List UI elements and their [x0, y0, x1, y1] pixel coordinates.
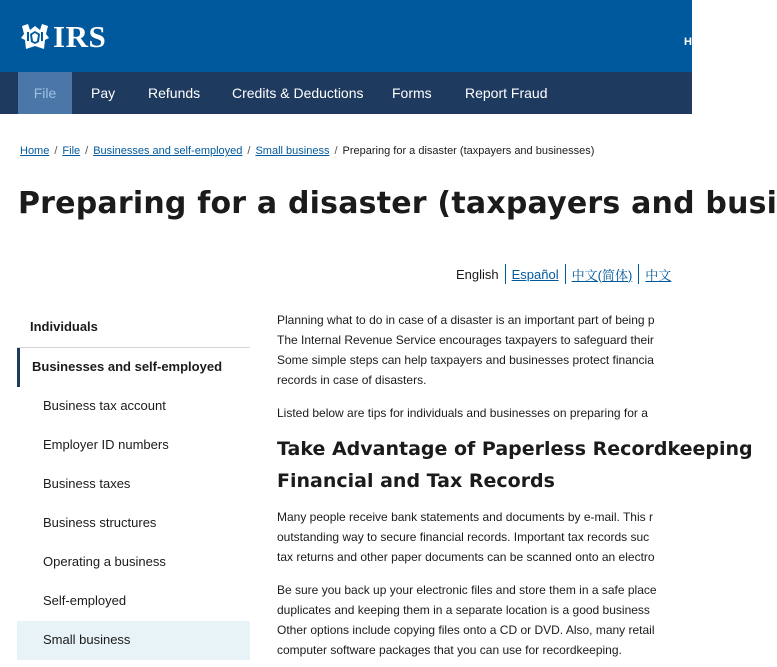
breadcrumb-current: Preparing for a disaster (taxpayers and businesses): [342, 145, 595, 157]
text-line: tax returns and other paper documents can be scanned onto an electro: [277, 550, 655, 564]
text-line: The Internal Revenue Service encourages taxpayers to safeguard their: [277, 333, 654, 347]
tips-intro-paragraph: [277, 403, 648, 423]
language-link-chinese-traditional[interactable]: 中文: [645, 267, 672, 283]
text-line: Listed below are tips for individuals and businesses on preparing for a: [277, 406, 648, 420]
sidebar-item-label: Business tax account: [43, 398, 166, 413]
breadcrumb: [20, 145, 594, 157]
breadcrumb-separator: /: [54, 145, 58, 157]
sidebar-item-label: Small business: [43, 632, 131, 647]
sidebar-item-label: Operating a business: [43, 554, 166, 569]
page-title: Preparing for a disaster (taxpayers and busi: [18, 186, 777, 221]
eagle-logo-icon: [18, 22, 52, 52]
text-line: duplicates and keeping them in a separate location is a good business: [277, 603, 650, 617]
breadcrumb-separator: /: [85, 145, 89, 157]
sidebar-item-business-tax-account[interactable]: [17, 387, 250, 426]
nav-item-pay[interactable]: Pay: [91, 85, 116, 101]
breadcrumb-separator: /: [334, 145, 338, 157]
header-help-link[interactable]: H: [684, 36, 692, 48]
sidebar-item-label: Business taxes: [43, 476, 131, 491]
nav-item-forms[interactable]: Forms: [392, 85, 432, 101]
text-line: computer software packages that you can use for recordkeeping.: [277, 643, 622, 657]
breadcrumb-businesses-link[interactable]: Businesses and self-employed: [93, 145, 243, 157]
text-line: Other options include copying files onto a CD or DVD. Also, many retail: [277, 623, 655, 637]
language-selector: [456, 264, 671, 284]
nav-item-report-fraud[interactable]: Report Fraud: [465, 85, 548, 101]
language-divider: [505, 264, 506, 284]
breadcrumb-file-link[interactable]: File: [62, 145, 81, 157]
sidebar-item-business-structures[interactable]: [17, 504, 250, 543]
section-heading-line-1: Take Advantage of Paperless Recordkeeping: [277, 438, 753, 460]
text-line: records in case of disasters.: [277, 373, 427, 387]
language-link-spanish[interactable]: Español: [511, 266, 559, 282]
section-heading-line-2: Financial and Tax Records: [277, 470, 555, 492]
text-line: Many people receive bank statements and documents by e-mail. This r: [277, 510, 653, 524]
backup-paragraph: [277, 580, 657, 660]
sidebar-item-label: Business structures: [43, 515, 157, 530]
logo-text: IRS: [53, 19, 107, 54]
nav-item-credits-deductions[interactable]: Credits & Deductions: [232, 85, 364, 101]
sidebar-item-small-business[interactable]: [17, 621, 250, 660]
main-nav: [0, 72, 692, 114]
intro-paragraph: [277, 310, 655, 390]
site-header: [0, 0, 692, 72]
language-current: English: [456, 266, 499, 282]
language-link-chinese-simplified[interactable]: 中文(简体): [571, 267, 633, 283]
sidebar-item-operating-a-business[interactable]: [17, 543, 250, 582]
breadcrumb-small-business-link[interactable]: Small business: [255, 145, 330, 157]
sidebar-item-label: Employer ID numbers: [43, 437, 169, 452]
nav-item-refunds[interactable]: Refunds: [148, 85, 201, 101]
language-divider: [565, 264, 566, 284]
language-divider: [638, 264, 639, 284]
sidebar-item-label: Self-employed: [43, 593, 127, 608]
text-line: Some simple steps can help taxpayers and businesses protect financia: [277, 353, 654, 367]
sidebar-section-label: Businesses and self-employed: [32, 359, 223, 374]
sidebar-item-employer-id-numbers[interactable]: [17, 426, 250, 465]
text-line: Planning what to do in case of a disaster is an important part of being p: [277, 313, 655, 327]
main-content: [277, 310, 753, 667]
sidebar-item-self-employed[interactable]: [17, 582, 250, 621]
irs-logo[interactable]: [18, 19, 107, 54]
text-line: Be sure you back up your electronic files and store them in a safe place: [277, 583, 657, 597]
text-line: outstanding way to secure financial records. Important tax records suc: [277, 530, 650, 544]
sidebar-section-businesses[interactable]: [17, 348, 250, 387]
sidebar-item-business-taxes[interactable]: [17, 465, 250, 504]
sidebar-item-individuals[interactable]: Individuals: [30, 319, 98, 334]
nav-item-file[interactable]: File: [18, 72, 72, 114]
paperless-paragraph: [277, 507, 655, 567]
breadcrumb-home-link[interactable]: Home: [20, 145, 50, 157]
breadcrumb-separator: /: [247, 145, 251, 157]
